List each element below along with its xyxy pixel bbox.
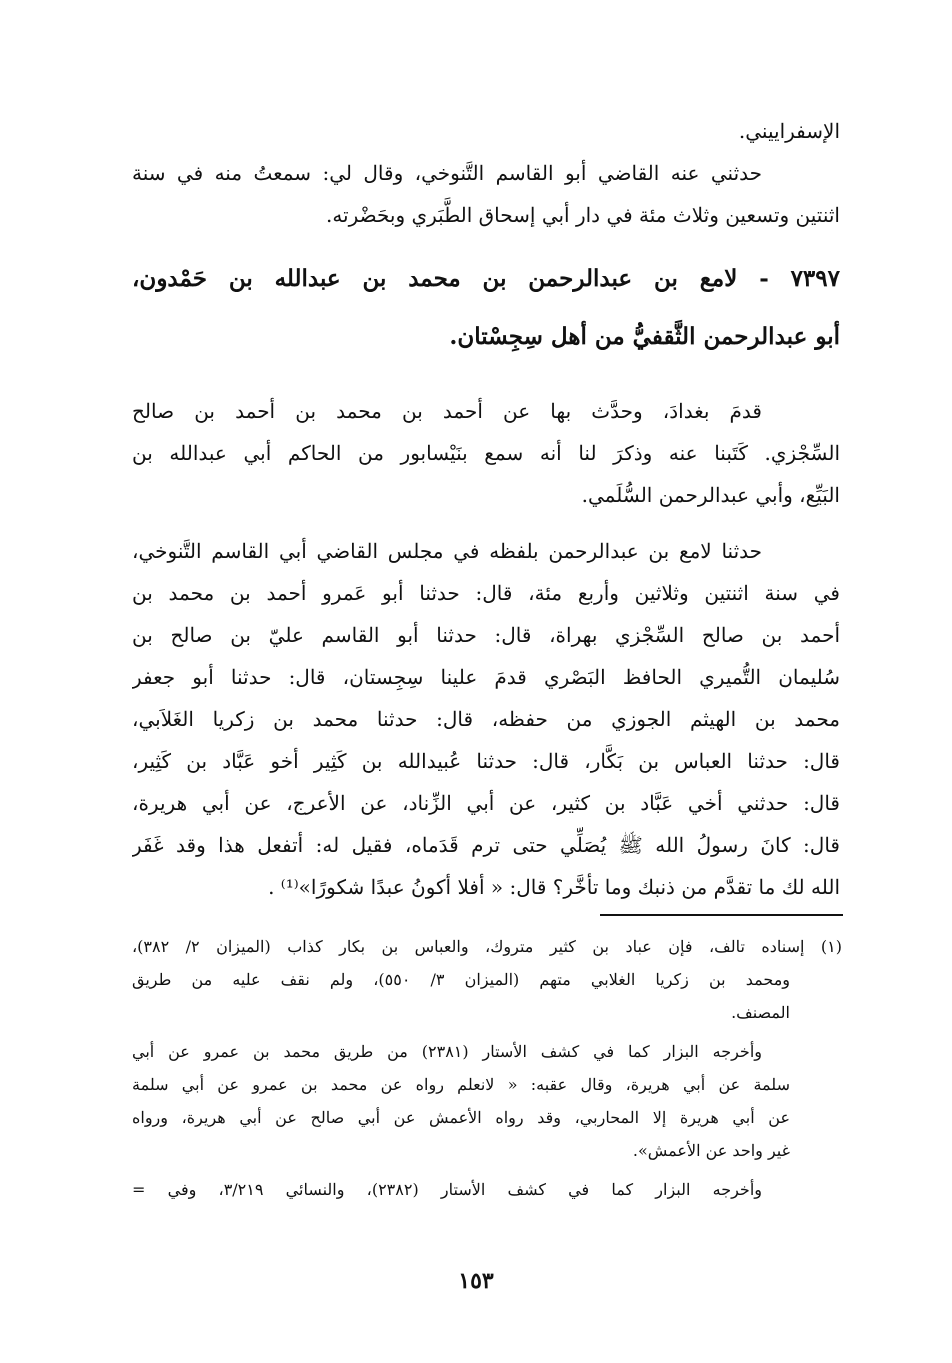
text-line: اثنتين وتسعين وثلاث مئة في دار أبي إسحاق الطَّبَري وبحَضْرته. xyxy=(325,203,840,227)
text-line: السِّجْزي. كَتَبنا عنه وذكرَ لنا أنه سمع بنَيْسابور من الحاكم أبي عبدالله بن xyxy=(132,441,840,465)
footnotes xyxy=(132,930,842,1206)
paragraph-3 xyxy=(132,530,840,908)
text-line: سُليمان التُّميري الحافظ البَصْري قدمَ علينا سِجِستان، قال: حدثنا أبو جعفر xyxy=(132,665,840,689)
footnote-paragraph xyxy=(132,1173,842,1206)
text-line: حدثنا لامع بن عبدالرحمن بلفظه في مجلس القاضي أبي القاسم التَّنوخي، xyxy=(132,539,762,563)
footnote-line: غير واحد عن الأعمش». xyxy=(632,1141,790,1160)
text-line: قال: كانَ رسولُ الله ﷺ يُصَلِّي حتى ترم قَدَماه، فقيل له: أتفعل هذا وقد غَفَر xyxy=(132,833,840,857)
intro-line: الإسفراييني. xyxy=(738,119,840,143)
footnote-line: سلمة عن أبي هريرة، وقال عقبه: « لانعلم رواه عن محمد بن عمرو عن أبي سلمة xyxy=(132,1075,791,1094)
footnote-divider xyxy=(600,914,843,916)
footnote-line: وأخرجه البزار كما في كشف الأستار (٢٣٨٢)، والنسائي ٣/٢١٩، وفي = xyxy=(132,1180,762,1199)
footnote-paragraph xyxy=(132,1035,842,1167)
footnote-line: ومحمد بن زكريا الغلابي متهم (الميزان ٣/ ٥٥٠)، ولم نقف عليه من طريق xyxy=(132,970,790,989)
text-line: قال: حدثني أخي عَبَّاد بن كثير، عن أبي الزِّناد، عن الأعرج، عن أبي هريرة، xyxy=(132,791,840,815)
entry-heading-line: ٧٣٩٧ - لامع بن عبدالرحمن بن محمد بن عبدالله بن حَمْدون، xyxy=(132,265,840,292)
text-line: حدثني عنه القاضي أبو القاسم التَّنوخي، وقال لي: سمعتُ منه في سنة xyxy=(132,161,762,185)
footnote-line: المصنف. xyxy=(731,1003,790,1022)
footnote-line: عن أبي هريرة إلا المحاربي، وقد رواه الأعمش عن أبي صالح عن أبي هريرة، ورواه xyxy=(132,1108,791,1127)
page-number: ١٥٣ xyxy=(458,1268,494,1294)
text-line: محمد بن الهيثم الجوزي من حفظه، قال: حدثنا محمد بن زكريا الغَلاَبي، xyxy=(132,707,840,731)
paragraph-2 xyxy=(132,390,840,516)
paragraph-1 xyxy=(132,152,840,236)
footnote-line: (١) إسناده تالف، فإن عباد بن كثير متروك، والعباس بن بكار كذاب (الميزان ٢/ ٣٨٢)، xyxy=(132,937,842,956)
text-line: أحمد بن صالح السِّجْزي بهراة، قال: حدثنا أبو القاسم عليّ بن صالح بن xyxy=(132,623,840,647)
entry-heading xyxy=(132,250,840,366)
text-line: قال: حدثنا العباس بن بَكَّار، قال: حدثنا عُبيدالله بن كَثِير أخو عَبَّاد بن كَثِير، xyxy=(132,749,840,773)
footnote-line: وأخرجه البزار كما في كشف الأستار (٢٣٨١) من طريق محمد بن عمرو عن أبي xyxy=(132,1042,762,1061)
text-line: الله لك ما تقدَّم من ذنبك وما تأخَّر؟ قال: « أفلا أكونُ عبدًا شكورًا»⁽¹⁾ . xyxy=(268,875,840,899)
text-line: قدمَ بغدادَ، وحدَّث بها عن أحمد بن محمد بن أحمد بن صالح xyxy=(132,399,762,423)
entry-heading-line: أبو عبدالرحمن الثَّقفيُّ من أهل سِجِسْتان. xyxy=(449,323,840,350)
footnote-1 xyxy=(132,930,842,1029)
text-line: البَيِّع، وأبي عبدالرحمن السُّلَمي. xyxy=(581,483,840,507)
text-line: في سنة اثنتين وثلاثين وأربع مئة، قال: حدثنا أبو عَمرو أحمد بن محمد بن xyxy=(132,581,840,605)
main-text xyxy=(132,110,840,908)
